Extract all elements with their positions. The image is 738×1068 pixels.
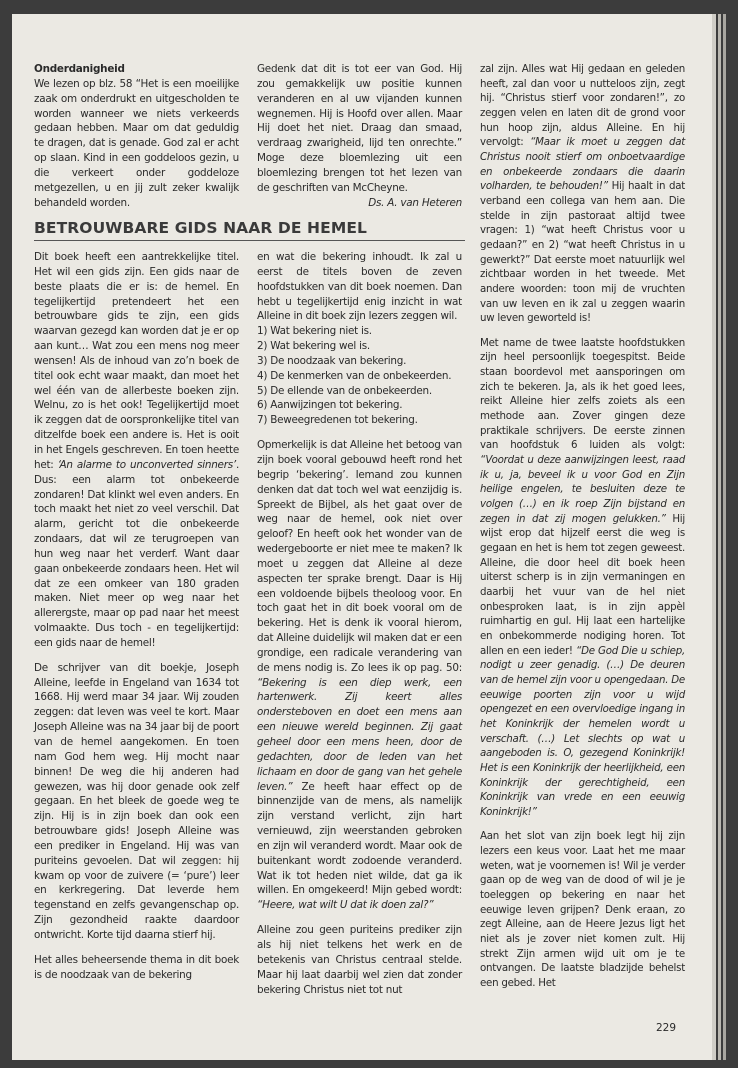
page-edge (718, 14, 721, 1060)
list-item: 4) De kenmerken van de onbekeerden. (257, 369, 452, 382)
body-text: Hij wijst erop dat hijzelf eerst die weg is gegaan en het is hem tot zegen geweest. Alleine, die door heel dit boek heen uiterst scherp is in zijn vermaningen en daarbij het vuur van de hel niet onbesproken laat, is in zijn appèl ruimhartig en gul. Hij laat een hartelijke en onbekommerde nodiging horen. Tot allen en een ieder! (480, 512, 685, 657)
quote-text: “Bekering is een diep werk, een hartenwerk. Zij keert alles ondersteboven en doet een mens aan een nieuwe wereld beginnen. Zij gaat geheel door een mens heen, door de gedachten, door de leden van het lichaam en door de gang van het gehele leven.” (257, 676, 462, 793)
paragraph: Alleine zou geen puriteins prediker zijn als hij niet telkens het werk en de betekenis van Christus centraal stelde. Maar hij laat daarbij wel zien dat zonder bekering Christus niet tot nut (257, 924, 462, 996)
paragraph: De schrijver van dit boekje, Joseph Alleine, leefde in Engeland van 1634 tot 1668. Hij werd maar 34 jaar. Wij zouden zeggen: dat leven was veel te kort. Maar Joseph Alleine was na 34 jaar bij de poort van de hemel aangekomen. En toen nam God hem weg. Hij mocht naar binnen! De weg die hij anderen had gewezen, was hij door genade ook zelf gegaan. En het bleek de goede weg te zijn. Hij is in zijn boek dan ook een betrouwbare gids! Joseph Alleine was een prediker in Engeland. Hij was van puriteins gevoelen. Dat wil zeggen: hij kwam op voor de zuivere (= ‘pure’) leer en kerkregering. Dat leverde hem tegenstand en zelfs gevangenschap op. Zijn gezondheid raakte daardoor ontwricht. Korte tijd daarna stierf hij. (34, 661, 239, 941)
body-text: Gedenk dat dit is tot eer van God. Hij zou gemakkelijk uw positie kunnen veranderen en al uw vijanden kunnen wegnemen. Hij is Hoofd over allen. Maar Hij doet het niet. Draag dan smaad, verdraag zwarigheid, lijd ten onrechte.” Moge deze bloemlezing uit een bloemlezing brengen tot het lezen van de geschriften van McCheyne. (257, 63, 462, 194)
article-column-2 (257, 250, 462, 1007)
chapter-list (257, 324, 462, 428)
top-column-2 (257, 62, 462, 210)
article-title: BETROUWBARE GIDS NAAR DE HEMEL (34, 219, 368, 237)
paragraph: en wat die bekering inhoudt. Ik zal u eerst de titels boven de zeven hoofdstukken van dit boek noemen. Dan hebt u tegelijkertijd enig inzicht in wat Alleine in dit boek zijn lezers zeggen wil. (257, 251, 462, 323)
section-heading: Onderdanigheid (34, 63, 125, 75)
author-signature: Ds. A. van Heteren (368, 196, 462, 209)
top-column-1 (34, 62, 239, 210)
list-item: 3) De noodzaak van bekering. (257, 354, 407, 367)
body-text: zal zijn. Alles wat Hij gedaan en geleden heeft, zal dan voor u nutteloos zijn, zegt hij. “Christus stierf voor zondaren!”, zo zeggen velen en laten dit de grond voor hun hoop zijn, aldus Alleine. En hij vervolgt: (480, 63, 685, 149)
list-item: 6) Aanwijzingen tot bekering. (257, 399, 403, 412)
quote-text: “Voordat u deze aanwijzingen leest, raad ik u, ja, beveel ik u voor God en Zijn heilige engelen, te besluiten deze te volgen (…) en ik roep Zijn bijstand en zegen in dat zij mogen gelukken.” (480, 454, 685, 525)
list-item: 5) De ellende van de onbekeerden. (257, 384, 432, 397)
paragraph (257, 438, 462, 913)
list-item: 2) Wat bekering wel is. (257, 340, 370, 353)
body-text: Opmerkelijk is dat Alleine het betoog van zijn boek vooral gebouwd heeft rond het begrip ‘bekering’. Iemand zou kunnen denken dat dat toch wel wat eenzijdig is. Spreekt de Bijbel, als het gaat over de weg naar de hemel, ook niet over geloof? En heeft ook het wonder van de wedergeboorte er niet mee te maken? Ik moet u zeggen dat Alleine al deze aspecten ter sprake brengt. Daar is Hij een voldoende bijbels theoloog voor. En toch gaat het in dit boek vooral om de bekering. Het is denk ik vooral hierom, dat Alleine duidelijk wil maken dat er een grondige, een radicale verandering van de mens nodig is. Zo lees ik op pag. 50: (257, 439, 462, 674)
paragraph (480, 336, 685, 820)
article-column-3 (480, 62, 685, 1001)
body-text: Ze heeft haar effect op de binnenzijde van de mens, als namelijk zijn verstand verlicht, zijn hart vernieuwd, zijn weerstanden gebroken en zijn wil veranderd wordt. Maar ook de buitenkant wordt zodoende veranderd. Wat ik tot heden niet wilde, dat ga ik willen. En omgekeerd! Mijn gebed wordt: (257, 780, 462, 897)
paragraph (480, 62, 685, 326)
quote-text: “Heere, wat wilt U dat ik doen zal?” (257, 899, 434, 912)
paragraph: Het alles beheersende thema in dit boek is de noodzaak van de bekering (34, 953, 239, 981)
body-text: . Dus: een alarm tot onbekeerde zondaren! Dat klinkt wel even anders. En toch maakt het niet zo veel verschil. Dat alarm, gericht tot die onbekeerde zondaars, dat wil ze terugroepen van hun weg naar het verderf. Want daar gaan onbekeerde zondaars heen. Het wil dat ze een omkeer van 180 graden maken. Niet meer op weg naar het allerergste, maar op pad naar het meest volmaakte. Dus toch - en tegelijkertijd: een gids naar de hemel! (34, 458, 239, 649)
body-text: Hij haalt in dat verband een collega van hem aan. Die stelde in zijn pastoraat altijd twee vragen: 1) “wat heeft Christus voor u gedaan?” en 2) “wat heeft Christus in u gewerkt?” Dat eerste moet natuurlijk wel zichtbaar worden in het tweede. Met andere woorden: toon mij de vruchten van uw leven en ik zal u zeggen waarin uw leven geworteld is! (480, 180, 686, 325)
body-text: Dit boek heeft een aantrekkelijke titel. Het wil een gids zijn. Een gids naar de beste plaats die er is: de hemel. En tegelijkertijd pretendeert het een betrouwbare gids te zijn, een gids waarvan gezegd kan worden dat je er op aan kunt… Wat zou een mens nog meer wensen! Als de inhoud van zo’n boek de titel ook echt waar maakt, dan moet het wel één van de allerbeste boeken zijn. Welnu, zo is het ook! Tegelijkertijd moet ik zeggen dat de oorspronkelijke titel van ditzelfde boek een andere is. Het is ooit in het Engels geschreven. En toen heette het: (34, 251, 239, 471)
list-item: 1) Wat bekering niet is. (257, 325, 372, 338)
body-text: We lezen op blz. 58 “Het is een moeilijke zaak om onderdrukt en uitgescholden te worden wanneer we niets verkeerds gedaan hebben. Maar om dat geduldig te dragen, dat is genade. God zal er acht op slaan. Kind in een goddeloos gezin, u die verkeert onder goddeloze metgezellen, u en jij zult zeker kwalijk behandeld worden. (34, 77, 239, 209)
paragraph: Aan het slot van zijn boek legt hij zijn lezers een keus voor. Laat het me maar weten, wat je voornemen is! Wil je verder gaan op de weg van de dood of wil je je toeleggen op bekering en naar het eeuwige leven grijpen? Denk eraan, zo zegt Alleine, aan de Heere Jezus ligt het niet als je zover niet komen zult. Hij strekt Zijn armen wijd uit om je te ontvangen. De laatste bladzijde behelst een gebed. Het (480, 830, 685, 990)
page-number: 229 (656, 1022, 677, 1034)
paragraph (34, 250, 239, 651)
list-item: 7) Beweegredenen tot bekering. (257, 414, 418, 427)
page-edge (723, 14, 726, 1060)
quote-text: ‘An alarme to unconverted sinners’ (57, 458, 236, 471)
title-rule (34, 240, 465, 241)
article-column-1 (34, 250, 239, 993)
quote-text: “De God Die u schiep, nodigt u zeer genadig. (…) De deuren van de hemel zijn voor u opengedaan. De eeuwige poorten zijn voor u wijd opengezet en een overvloedige ingang in het Koninkrijk der hemelen wordt u verschaft. (…) Let slechts op wat u aangeboden is. O, gezegend Koninkrijk! Het is een Koninkrijk der heerlijkheid, een Koninkrijk der gerechtigheid, een Koninkrijk van vrede en een eeuwig Koninkrijk!” (480, 644, 685, 818)
body-text: Met name de twee laatste hoofdstukken zijn heel persoonlijk toegespitst. Beide staan boordevol met aansporingen om zich te bekeren. Ja, als ik het goed lees, reikt Alleine hier zelfs zoiets als een methode aan. Zover gingen deze praktikale schrijvers. De eerste zinnen van hoofdstuk 6 luiden als volgt: (480, 336, 685, 452)
page-edge (712, 14, 716, 1060)
quote-text: “Maar ik moet u zeggen dat Christus nooit stierf om onboetvaardige en onbekeerde zondaars die daarin volharden, te behouden!” (480, 136, 685, 193)
